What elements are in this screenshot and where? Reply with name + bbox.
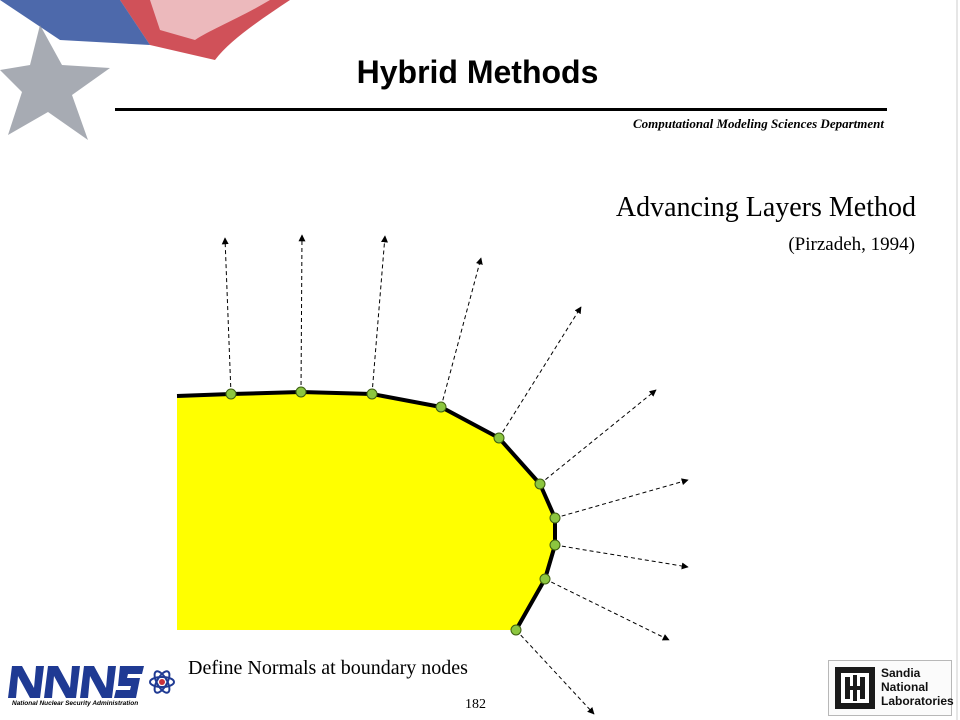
normal-vector [555,480,688,518]
sandia-wordmark: Sandia National Laboratories [881,666,954,708]
domain-region [177,392,555,630]
boundary-node [436,402,446,412]
normal-vector [225,238,231,394]
normal-vector [545,579,669,640]
normal-vector [441,258,481,407]
department-label: Computational Modeling Sciences Department [633,116,884,131]
boundary-node [550,513,560,523]
boundary-node [226,389,236,399]
boundary-node [367,389,377,399]
normal-vector [516,630,594,714]
nnsa-name: National Nuclear Security Administration [12,700,139,707]
diagram-caption: Define Normals at boundary nodes [188,657,468,679]
page-title: Hybrid Methods [356,54,599,90]
boundary-node [494,433,504,443]
boundary-node [540,574,550,584]
normal-vector [372,236,385,394]
sandia-logo [828,660,952,716]
page-number: 182 [465,697,486,712]
sandia-thunderbird-icon [835,667,875,709]
normal-vector [301,235,302,392]
normal-vector [499,307,581,438]
method-reference: (Pirzadeh, 1994) [788,234,915,255]
boundary-node [511,625,521,635]
boundary-node [296,387,306,397]
boundary-node [535,479,545,489]
normal-vector [555,545,688,567]
boundary-node [550,540,560,550]
method-title: Advancing Layers Method [615,192,916,223]
normal-vector [540,390,656,484]
